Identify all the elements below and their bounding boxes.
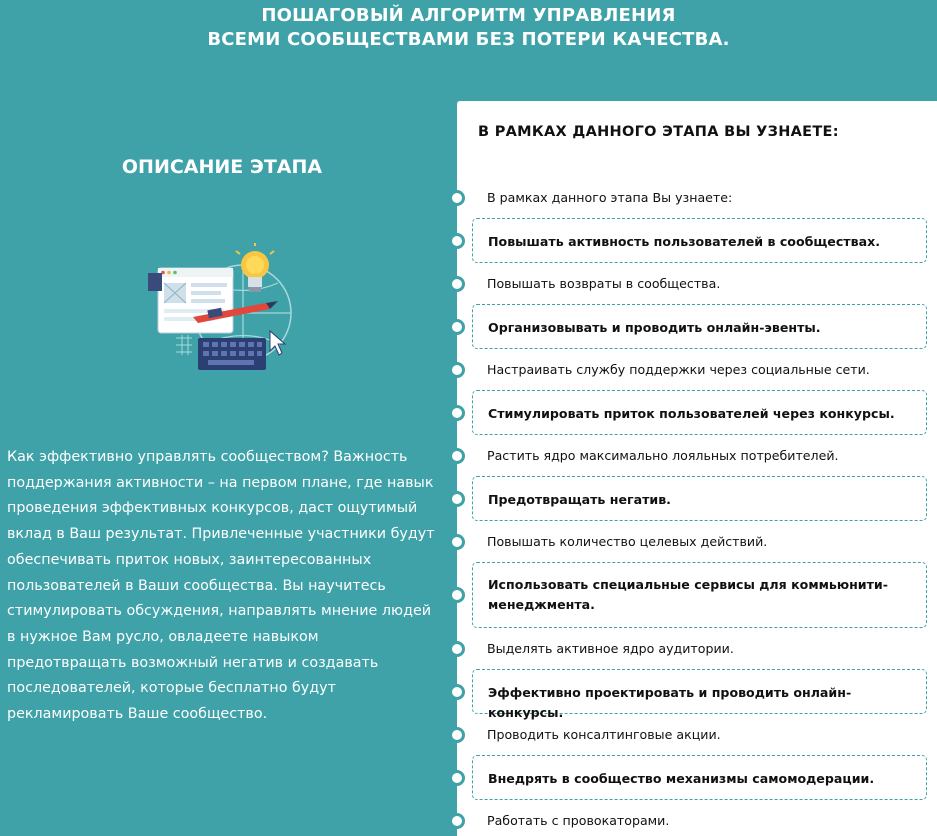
list-item: Стимулировать приток пользователей через конкурсы. <box>472 390 927 435</box>
list-item: В рамках данного этапа Вы узнаете: <box>487 190 733 205</box>
list-item: Растить ядро максимально лояльных потребителей. <box>487 448 839 463</box>
list-item: Организовывать и проводить онлайн-эвенты. <box>472 304 927 349</box>
timeline-dot-icon <box>449 319 465 335</box>
timeline-dot-icon <box>449 684 465 700</box>
timeline-dot-icon <box>449 727 465 743</box>
list-item: Повышать активность пользователей в сообществах. <box>472 218 927 263</box>
list-item: Настраивать службу поддержки через социальные сети. <box>487 362 870 377</box>
list-item: Выделять активное ядро аудитории. <box>487 641 734 656</box>
timeline-dot-icon <box>449 770 465 786</box>
timeline-dot-icon <box>449 448 465 464</box>
timeline-dot-icon <box>449 587 465 603</box>
timeline-dot-icon <box>449 813 465 829</box>
learn-panel-title: В РАМКАХ ДАННОГО ЭТАПА ВЫ УЗНАЕТЕ: <box>478 124 839 140</box>
list-item: Предотвращать негатив. <box>472 476 927 521</box>
list-item: Эффективно проектировать и проводить онлайн-конкурсы. <box>472 669 927 714</box>
stage-description-heading: ОПИСАНИЕ ЭТАПА <box>121 156 323 178</box>
timeline-dot-icon <box>449 276 465 292</box>
stage-description-text: Как эффективно управлять сообществом? Важность поддержания активности – на первом плане, где навык проведения эффективных конкурсов, даст ощутимый вклад в Ваш результат. Привлеченные участники будут обеспечивать приток новых, заинтересованных пользователей в Ваши сообщества. Вы научитесь стимулировать обсуждения, направлять мнение людей в нужное Вам русло, овладеете навыком предотвращать возможный негатив и создавать последователей, которые бесплатно будут рекламировать Ваше сообщество. <box>7 449 435 723</box>
timeline-dot-icon <box>449 405 465 421</box>
timeline-dot-icon <box>449 233 465 249</box>
timeline-dot-icon <box>449 362 465 378</box>
page-title-line-2: ВСЕМИ СООБЩЕСТВАМИ БЕЗ ПОТЕРИ КАЧЕСТВА. <box>207 29 730 50</box>
timeline-dot-icon <box>449 190 465 206</box>
list-item: Повышать количество целевых действий. <box>487 534 768 549</box>
list-item: Повышать возвраты в сообщества. <box>487 276 721 291</box>
list-item: Работать с провокаторами. <box>487 813 670 828</box>
timeline-dot-icon <box>449 491 465 507</box>
page-title-line-1: ПОШАГОВЫЙ АЛГОРИТМ УПРАВЛЕНИЯ <box>261 5 676 26</box>
browser-lightbulb-pen-keyboard-icon <box>148 243 298 378</box>
timeline-dot-icon <box>449 534 465 550</box>
list-item: Проводить консалтинговые акции. <box>487 727 721 742</box>
list-item: Использовать специальные сервисы для коммьюнити-менеджмента. <box>472 562 927 628</box>
list-item: Внедрять в сообщество механизмы самомодерации. <box>472 755 927 800</box>
timeline-dot-icon <box>449 641 465 657</box>
